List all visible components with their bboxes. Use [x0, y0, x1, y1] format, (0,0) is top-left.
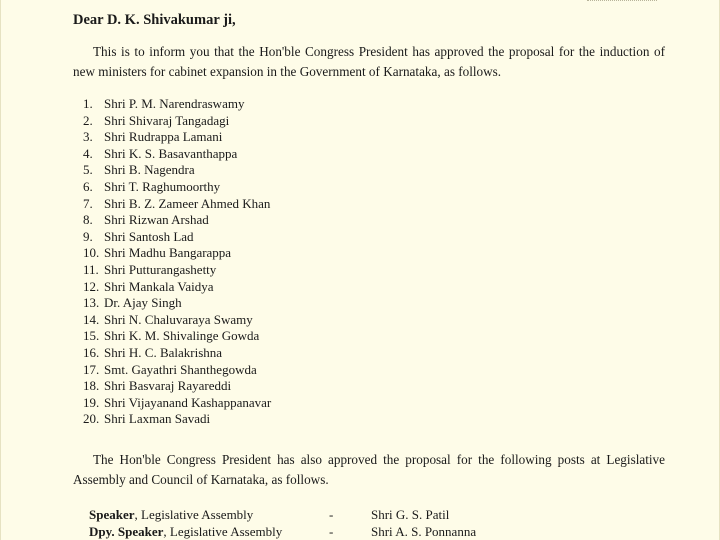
post-role-body: , Legislative Assembly [163, 524, 283, 539]
post-role-body: , Legislative Assembly [134, 507, 254, 522]
list-item-number: 14. [83, 311, 100, 327]
post-role-title: Speaker [89, 507, 135, 522]
list-item-name: Shri Basvaraj Rayareddi [104, 378, 232, 394]
list-item [83, 395, 271, 412]
list-item-number: 3. [83, 129, 93, 145]
list-item [83, 146, 271, 163]
list-item-name: Shri K. S. Basavanthappa [104, 145, 238, 161]
list-item-number: 4. [83, 145, 93, 161]
list-item [83, 96, 271, 113]
list-item-number: 12. [83, 278, 100, 294]
list-item [83, 113, 271, 130]
list-item [83, 362, 271, 379]
list-item [83, 196, 271, 213]
list-item [83, 129, 271, 146]
list-item-number: 17. [83, 361, 100, 377]
post-holder-name: Shri G. S. Patil [371, 507, 450, 522]
list-item-name: Shri T. Raghumoorthy [104, 178, 221, 194]
list-item-name: Shri H. C. Balakrishna [104, 344, 223, 360]
list-item [83, 411, 271, 428]
list-item-name: Shri Madhu Bangarappa [104, 245, 232, 261]
list-item-name: Shri Vijayanand Kashappanavar [104, 394, 272, 410]
list-item-number: 1. [83, 96, 93, 111]
list-item-number: 15. [83, 328, 100, 344]
list-item [83, 212, 271, 229]
list-item-number: 10. [83, 245, 100, 261]
posts-paragraph [73, 450, 665, 490]
list-item-number: 16. [83, 344, 100, 360]
list-item [83, 279, 271, 296]
list-item-name: Shri Mankala Vaidya [104, 278, 214, 294]
list-item [83, 328, 271, 345]
list-item-number: 11. [83, 261, 99, 277]
list-item-number: 7. [83, 195, 93, 211]
list-item-name: Shri P. M. Narendraswamy [104, 96, 245, 111]
salutation: Dear D. K. Shivakumar ji, [73, 12, 236, 28]
list-item [83, 229, 271, 246]
list-item-name: Shri K. M. Shivalinge Gowda [104, 328, 260, 344]
ministers-list [83, 96, 271, 428]
list-item-name: Shri N. Chaluvaraya Swamy [104, 311, 253, 327]
list-item-name: Shri Santosh Lad [104, 228, 194, 244]
list-item-name: Shri B. Z. Zameer Ahmed Khan [104, 195, 271, 211]
posts-intro-text: The Hon'ble Congress President has also approved the proposal for the following posts at Legislative Assembly and Council of Karnataka, as follows. [73, 452, 665, 487]
list-item [83, 245, 271, 262]
post-role [89, 523, 282, 540]
list-item-number: 19. [83, 394, 100, 410]
post-separator: - [329, 524, 334, 539]
post-separator: - [329, 507, 334, 522]
list-item-number: 8. [83, 212, 93, 228]
list-item-name: Shri B. Nagendra [104, 162, 195, 178]
list-item-name: Shri Rudrappa Lamani [104, 129, 223, 145]
post-role-title: Dpy. Speaker [89, 524, 164, 539]
list-item-number: 20. [83, 411, 100, 427]
intro-paragraph [73, 42, 665, 82]
list-item-number: 5. [83, 162, 93, 178]
list-item [83, 312, 271, 329]
list-item [83, 378, 271, 395]
list-item-name: Shri Rizwan Arshad [104, 212, 209, 228]
list-item-name: Shri Putturangashetty [104, 261, 217, 277]
post-holder-name: Shri A. S. Ponnanna [371, 524, 477, 539]
list-item [83, 162, 271, 179]
list-item-number: 2. [83, 112, 93, 128]
list-item-name: Shri Shivaraj Tangadagi [104, 112, 230, 128]
list-item [83, 345, 271, 362]
list-item-number: 18. [83, 378, 100, 394]
list-item-number: 13. [83, 295, 100, 311]
list-item-number: 6. [83, 178, 93, 194]
list-item [83, 295, 271, 312]
list-item [83, 262, 271, 279]
list-item-name: Smt. Gayathri Shanthegowda [104, 361, 257, 377]
intro-text: This is to inform you that the Hon'ble Congress President has approved the proposal for the induction of new ministers for cabinet expansion in the Government of Karnataka, as follows. [73, 44, 665, 79]
list-item [83, 179, 271, 196]
header-rule [587, 0, 657, 4]
list-item-number: 9. [83, 228, 93, 244]
list-item-name: Dr. Ajay Singh [104, 295, 182, 311]
post-role [89, 506, 253, 523]
list-item-name: Shri Laxman Savadi [104, 411, 211, 427]
